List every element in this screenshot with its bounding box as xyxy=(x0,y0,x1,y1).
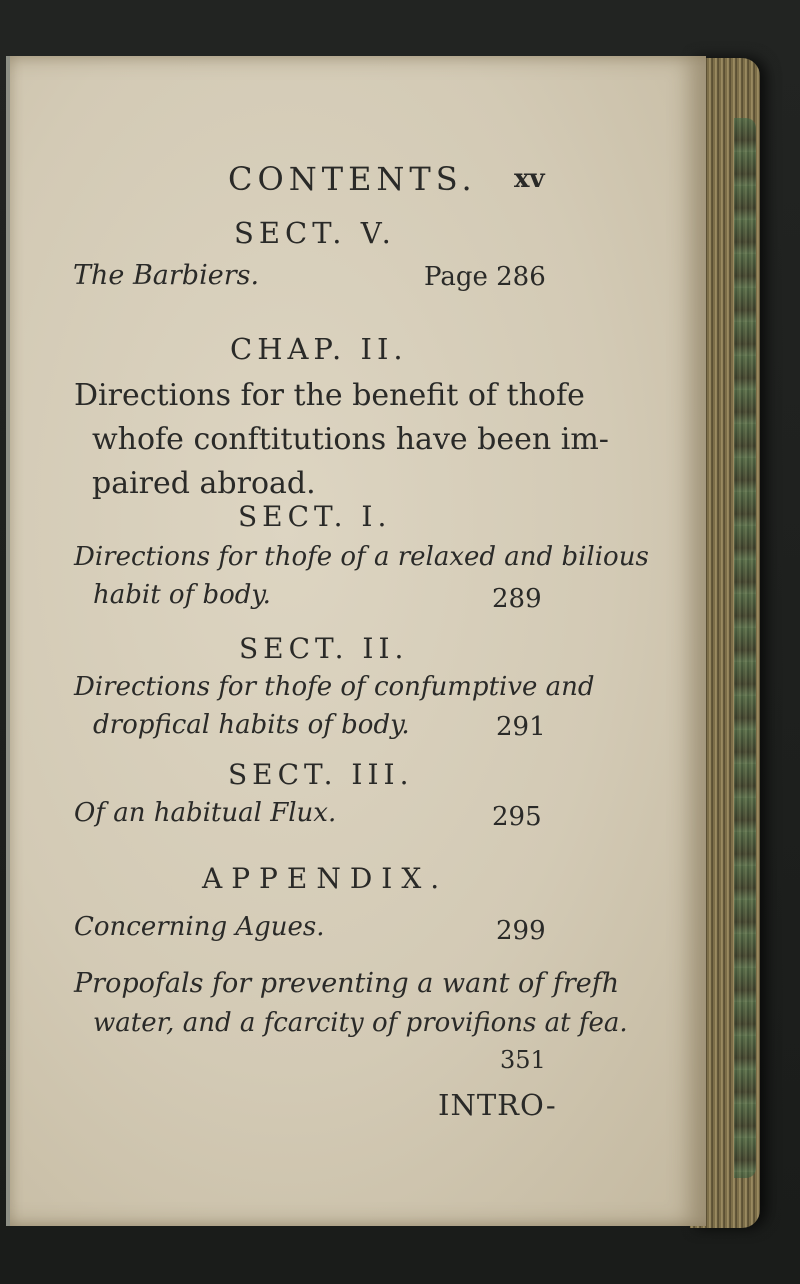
proposals-title-line-2: water, and a fcarcity of provifions at fea. xyxy=(93,1008,628,1038)
entry-page-289: 289 xyxy=(492,584,542,614)
page-number: xv xyxy=(514,164,545,194)
section-heading-sect-ii: SECT. II. xyxy=(239,632,409,665)
chapter-heading-chap-ii: CHAP. II. xyxy=(230,332,408,366)
running-title: CONTENTS. xyxy=(228,160,477,198)
catchword: INTRO- xyxy=(438,1088,557,1122)
section-heading-sect-i: SECT. I. xyxy=(238,500,392,533)
book-page xyxy=(6,56,706,1226)
chapter-title-line-3: paired abroad. xyxy=(92,466,316,501)
entry-page-299: 299 xyxy=(496,916,546,946)
section-heading-sect-v: SECT. V. xyxy=(234,216,396,250)
proposals-title-line-1: Propofals for preventing a want of frefh xyxy=(74,968,620,999)
sect-i-title-line-2: habit of body. xyxy=(93,580,271,610)
entry-page-295: 295 xyxy=(492,802,542,832)
entry-page-351: 351 xyxy=(500,1046,546,1074)
sect-ii-title-line-2: dropfical habits of body. xyxy=(93,710,410,740)
chapter-title-line-1: Directions for the benefit of thofe xyxy=(74,378,585,413)
appendix-title-agues: Concerning Agues. xyxy=(74,912,325,942)
sect-iii-title: Of an habitual Flux. xyxy=(74,798,337,828)
sect-i-title-line-1: Directions for thofe of a relaxed and bilious xyxy=(74,542,649,572)
sect-ii-title-line-1: Directions for thofe of confumptive and xyxy=(74,672,595,702)
appendix-heading: APPENDIX. xyxy=(202,862,449,895)
entry-title-barbiers: The Barbiers. xyxy=(73,260,260,291)
section-heading-sect-iii: SECT. III. xyxy=(228,758,414,791)
entry-page-291: 291 xyxy=(496,712,546,742)
entry-page-286: Page 286 xyxy=(424,262,546,292)
chapter-title-line-2: whofe conftitutions have been im- xyxy=(92,422,609,457)
